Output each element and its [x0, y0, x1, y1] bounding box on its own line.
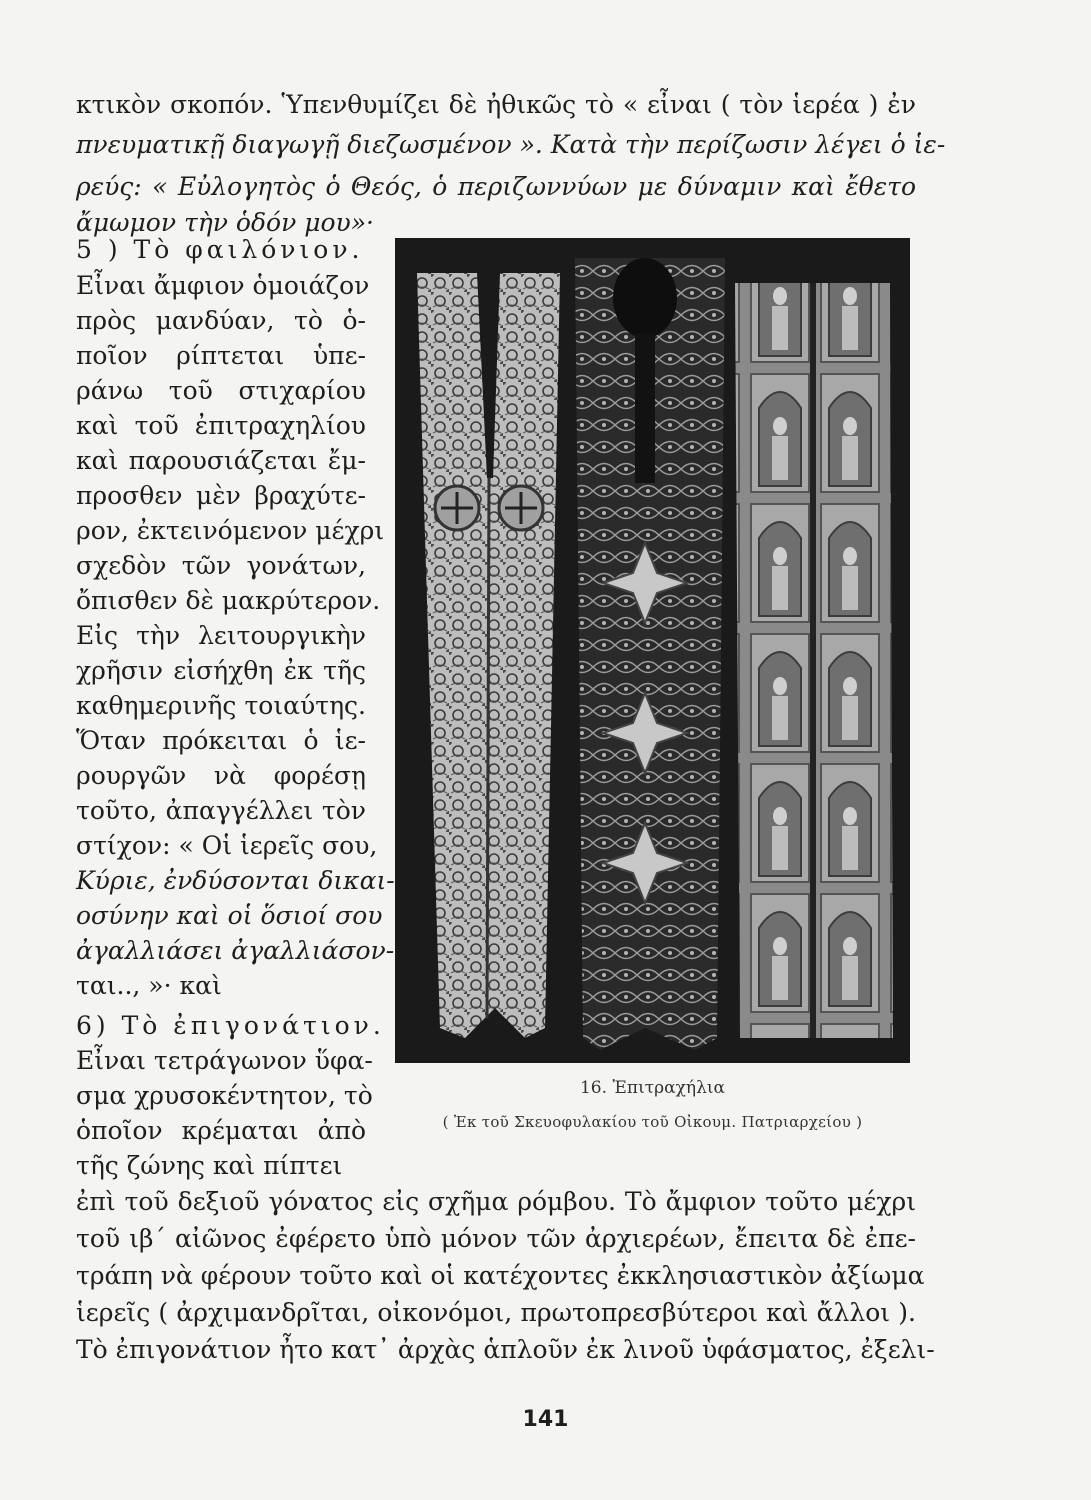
epigonation-heading: 6) Τὸ ἐπιγονάτιον.	[76, 1011, 385, 1040]
body-line: ἱερεῖς ( ἀρχιμανδρῖται, οἰκονόμοι, πρωτοπρεσβύτεροι καὶ ἄλλοι ).	[76, 1298, 916, 1327]
epitrachelia-photo	[395, 238, 910, 1063]
intro-line-3: ρεύς: « Εὐλογητὸς ὁ Θεός, ὁ περιζωννύων με δύναμιν καὶ ἔθετο	[76, 172, 916, 201]
intro-line-2: πνευματικῇ διαγωγῇ διεζωσμένον ». Κατὰ τὴν περίζωσιν λέγει ὁ ἱε-	[76, 130, 946, 159]
column-line: ὁποῖον κρέμαται ἀπὸ	[76, 1116, 366, 1145]
intro-line-4: ἄμωμον τὴν ὁδόν μου»·	[76, 208, 374, 237]
column-line: χρῆσιν εἰσήχθη ἐκ τῆς	[76, 656, 366, 685]
body-line: τράπη νὰ φέρουν τοῦτο καὶ οἱ κατέχοντες ἐκκλησιαστικὸν ἀξίωμα	[76, 1261, 925, 1290]
column-line: καὶ παρουσιάζεται ἔμ-	[76, 446, 366, 475]
column-line: Εἶναι τετράγωνον ὕφα-	[76, 1046, 373, 1075]
column-line: ράνω τοῦ στιχαρίου	[76, 376, 366, 405]
column-line: Εἶναι ἄμφιον ὁμοιάζον	[76, 271, 370, 300]
column-line: στίχον: « Οἱ ἱερεῖς σου,	[76, 831, 378, 860]
figure-caption: 16. Ἐπιτραχήλια	[579, 1078, 726, 1098]
column-line: οσύνην καὶ οἱ ὅσιοί σου	[76, 901, 383, 930]
body-line: τοῦ ιβ΄ αἰῶνος ἐφέρετο ὑπὸ μόνον τῶν ἀρχιερέων, ἔπειτα δὲ ἐπε-	[76, 1224, 916, 1253]
column-line: καὶ τοῦ ἐπιτραχηλίου	[76, 411, 366, 440]
body-line: ἐπὶ τοῦ δεξιοῦ γόνατος εἰς σχῆμα ρόμβου. Τὸ ἄμφιον τοῦτο μέχρι	[76, 1187, 916, 1216]
body-line: Τὸ ἐπιγονάτιον ἦτο κατ᾽ ἀρχὰς ἁπλοῦν ἐκ λινοῦ ὑφάσματος, ἐξελι-	[76, 1335, 935, 1364]
column-line: σχεδὸν τῶν γονάτων,	[76, 551, 366, 580]
column-line: ὄπισθεν δὲ μακρύτερον.	[76, 586, 381, 615]
column-line: προσθεν μὲν βραχύτε-	[76, 481, 366, 510]
column-line: σμα χρυσοκέντητον, τὸ	[76, 1081, 373, 1110]
column-line: τῆς ζώνης καὶ πίπτει	[76, 1151, 343, 1180]
phelonion-heading: 5 ) Τὸ φαιλόνιον.	[76, 235, 364, 264]
figure-source: ( Ἐκ τοῦ Σκευοφυλακίου τοῦ Οἰκουμ. Πατριαρχείου )	[442, 1113, 863, 1131]
page-number: 141	[522, 1407, 569, 1432]
column-line: τοῦτο, ἀπαγγέλλει τὸν	[76, 796, 366, 825]
column-line: πρὸς μανδύαν, τὸ ὁ-	[76, 306, 366, 335]
column-line: ρουργῶν νὰ φορέσῃ	[76, 761, 366, 790]
column-line: καθημερινῆς τοιαύτης.	[76, 691, 366, 720]
column-line: ἀγαλλιάσει ἀγαλλιάσον-	[76, 936, 395, 965]
column-line: ρον, ἐκτεινόμενον μέχρι	[76, 516, 385, 545]
column-line: Κύριε, ἐνδύσονται δικαι-	[76, 866, 395, 895]
column-line: ποῖον ρίπτεται ὑπε-	[76, 341, 366, 370]
column-line: Εἰς τὴν λειτουργικὴν	[76, 621, 366, 650]
column-line: ται.., »· καὶ	[76, 971, 222, 1000]
intro-line-1: κτικὸν σκοπόν. Ὑπενθυμίζει δὲ ἠθικῶς τὸ « εἶναι ( τὸν ἱερέα ) ἐν	[76, 90, 916, 119]
column-line: Ὅταν πρόκειται ὁ ἱε-	[76, 726, 366, 755]
